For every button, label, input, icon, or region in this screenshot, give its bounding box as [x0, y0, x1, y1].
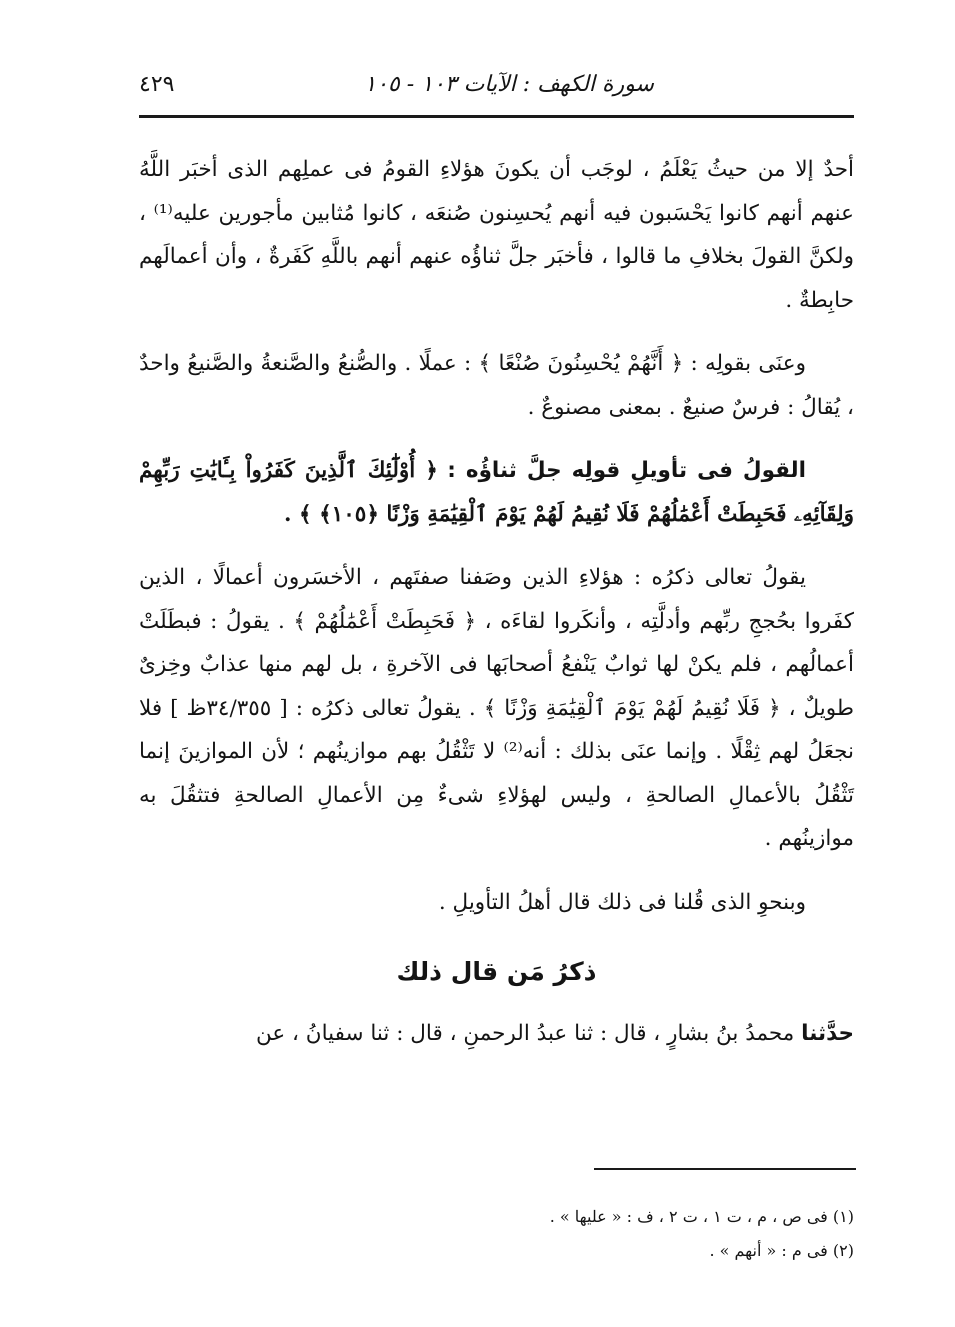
paragraph-1: أحدٌ إلا من حيثُ يَعْلَمُ ، لوجَب أن يكونَ هؤلاءِ القومُ فى عملِهم الذى أخبَر اللَّهُ عنهم أنهم كانوا يَحْسَبون فيه أنهم يُحسِنون صُنعَه ، كانوا مُثابين مأجورين عليه⁽¹⁾ ، ولكنَّ القولَ بخلافِ ما قالوا ، فأخبَر جلَّ ثناؤُه عنهم أنهم باللَّهِ كَفَرةٌ ، وأن أعمالَهم حابِطةٌ . [139, 157, 854, 313]
isnad-lead: حدَّثنا [801, 1020, 854, 1046]
running-header [139, 68, 854, 112]
tafsir-heading: القولُ فى تأويلِ قولِه جلَّ ثناؤُه : [447, 458, 806, 483]
paragraph-3 [139, 449, 854, 536]
section-title: ذكرُ مَن قال ذلك [396, 957, 597, 986]
paragraph-4: يقولُ تعالى ذكرُه : هؤلاءِ الذين وصَفنا صفتَهم ، الأخسَرون أعمالًا ، الذين كفَروا بحُججِ ربِّهم وأدلَّتِه ، وأنكَروا لقاءَه ، ﴿ فَحَبِطَتْ أَعْمَٰلُهُمْ ﴾ . يقولُ : فبطَلَتْ أعمالُهم ، فلم يكنْ لها ثوابٌ يَنْفعُ أصحابَها فى الآخرةِ ، بل لهم منها عذابٌ وخِزىٌ طويلٌ ، ﴿ فَلَا نُقِيمُ لَهُمْ يَوْمَ ٱلْقِيَٰمَةِ وَزْنًا ﴾ . يقولُ تعالى ذكرُه : [ ٣٤/٣٥٥ظ ] فلا نجعَلُ لهم ثِقْلًا . وإنما عنَى بذلك : أنه⁽²⁾ لا تَثْقُلُ بهم موازينُهم ؛ لأن الموازينَ إنما تَثْقُلُ بالأعمالِ الصالحةِ ، وليس لهؤلاءِ شىءٌ مِن الأعمالِ الصالحةِ فتثقُلَ به موازينُهم . [139, 565, 854, 851]
isnad-text: محمدُ بنُ بشارٍ ، قال : ثنا عبدُ الرحمنِ ، قال : ثنا سفيانُ ، عن [256, 1020, 795, 1046]
quran-verse: ﴿ أُوْلَٰٓئِكَ ٱلَّذِينَ كَفَرُواْ بِـَٔايَٰتِ رَبِّهِمْ وَلِقَآئِهِۦ فَحَبِطَتْ أَعْمَٰلُهُمْ فَلَا نُقِيمُ لَهُمْ يَوْمَ ٱلْقِيَٰمَةِ وَزْنًا ﴿١٠٥﴾ ﴾ . [139, 458, 854, 527]
paragraph-2: وعنَى بقولِه : ﴿ أَنَّهُمْ يُحْسِنُونَ صُنْعًا ﴾ : عملًا . والصُّنعُ والصَّنعةُ والصَّنيعُ واحدٌ ، يُقالُ : فرسٌ صنيعٌ . بمعنى مصنوعٌ . [139, 351, 854, 420]
main-text [139, 148, 854, 1055]
paragraph-5: وبنحوِ الذى قُلنا فى ذلك قال أهلُ التأويلِ . [438, 889, 806, 915]
running-title: سورة الكهف : الآيات ١٠٣ - ١٠٥ [364, 72, 654, 97]
footnotes [139, 1200, 854, 1268]
header-rule [139, 115, 854, 118]
footnote-rule [594, 1168, 856, 1170]
paragraph-6 [139, 1012, 854, 1056]
footnote-2: (٢) فى م : « أنهم » . [709, 1241, 854, 1260]
footnote-1: (١) فى ص ، م ، ت ١ ، ت ٢ ، ف : « عليها » . [549, 1207, 854, 1226]
page-number: ٤٢٩ [139, 72, 175, 97]
